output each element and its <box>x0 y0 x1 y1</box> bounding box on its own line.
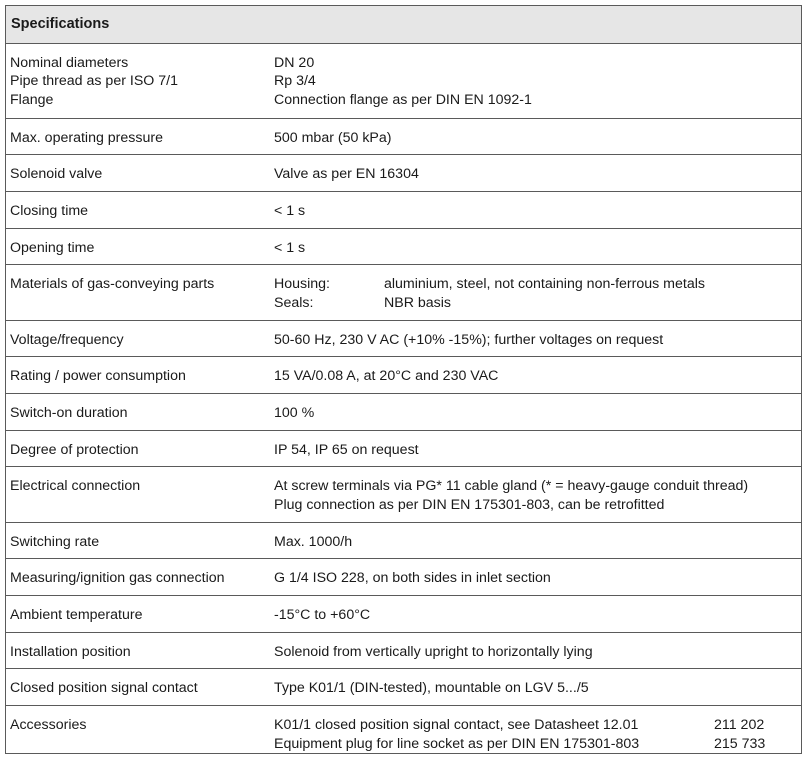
row-value: -15°C to +60°C <box>274 607 371 624</box>
value-line: Plug connection as per DIN EN 175301-803, can be retrofitted <box>274 496 665 513</box>
table-row <box>6 431 801 468</box>
value-line: At screw terminals via PG* 11 cable gland (* = heavy-gauge conduit thread) <box>274 478 749 495</box>
row-label: Closed position signal contact <box>10 680 198 697</box>
row-value: < 1 s <box>274 239 306 256</box>
value-pipe-thread: Rp 3/4 <box>274 73 316 90</box>
row-value: 500 mbar (50 kPa) <box>274 129 392 146</box>
row-value: G 1/4 ISO 228, on both sides in inlet section <box>274 570 551 587</box>
row-label: Switching rate <box>10 533 100 550</box>
row-value <box>274 275 801 319</box>
table-row <box>6 669 801 706</box>
table-row <box>6 321 801 358</box>
row-value: Type K01/1 (DIN-tested), mountable on LGV 5.../5 <box>274 680 589 697</box>
table-row <box>6 192 801 229</box>
table-row <box>6 394 801 431</box>
row-value <box>274 716 801 753</box>
table-row <box>6 596 801 633</box>
label-flange: Flange <box>10 91 54 108</box>
table-row <box>6 633 801 670</box>
accessory-item <box>274 716 801 735</box>
table-row <box>6 706 801 753</box>
accessory-item <box>274 735 801 754</box>
row-value: Solenoid from vertically upright to horizontally lying <box>274 643 593 660</box>
material-value: NBR basis <box>384 294 452 311</box>
label-pipe-thread: Pipe thread as per ISO 7/1 <box>10 73 178 90</box>
row-label: Max. operating pressure <box>10 129 163 146</box>
row-value <box>274 54 801 118</box>
table-row <box>6 523 801 560</box>
row-value: IP 54, IP 65 on request <box>274 441 419 458</box>
material-key: Seals: <box>274 294 314 311</box>
row-label: Measuring/ignition gas connection <box>10 570 225 587</box>
row-label: Rating / power consumption <box>10 368 186 385</box>
accessory-text: Equipment plug for line socket as per DIN EN 175301-803 <box>274 735 640 752</box>
table-row <box>6 155 801 192</box>
value-flange: Connection flange as per DIN EN 1092-1 <box>274 91 532 108</box>
material-value: aluminium, steel, not containing non-ferrous metals <box>384 276 705 293</box>
row-label: Closing time <box>10 203 89 220</box>
row-value: 50-60 Hz, 230 V AC (+10% -15%); further voltages on request <box>274 331 664 348</box>
material-pair <box>274 294 801 313</box>
row-label: Installation position <box>10 643 131 660</box>
accessory-code: 215 733 <box>714 735 766 752</box>
accessory-text: K01/1 closed position signal contact, see Datasheet 12.01 <box>274 717 639 734</box>
row-label: Opening time <box>10 239 95 256</box>
row-value: 100 % <box>274 405 315 422</box>
table-row <box>6 229 801 266</box>
table-row <box>6 119 801 156</box>
row-label: Switch-on duration <box>10 405 128 422</box>
value-nominal-diameter: DN 20 <box>274 54 315 71</box>
row-value: 15 VA/0.08 A, at 20°C and 230 VAC <box>274 368 499 385</box>
accessory-code: 211 202 <box>714 717 765 734</box>
table-title: Specifications <box>6 6 801 44</box>
row-label: Ambient temperature <box>10 607 143 624</box>
table-row <box>6 44 801 119</box>
table-row <box>6 559 801 596</box>
row-value <box>274 477 801 521</box>
row-value: Valve as per EN 16304 <box>274 166 419 183</box>
row-label: Solenoid valve <box>10 166 103 183</box>
row-label: Accessories <box>10 717 87 734</box>
row-label: Voltage/frequency <box>10 331 124 348</box>
label-nominal-diameters: Nominal diameters <box>10 54 129 71</box>
row-label: Materials of gas-conveying parts <box>10 276 215 293</box>
table-row <box>6 467 801 522</box>
row-value: < 1 s <box>274 203 306 220</box>
material-key: Housing: <box>274 276 330 293</box>
table-row <box>6 357 801 394</box>
specifications-table <box>5 5 802 754</box>
row-value: Max. 1000/h <box>274 533 353 550</box>
row-label <box>6 54 274 118</box>
row-label: Electrical connection <box>10 478 141 495</box>
table-row <box>6 265 801 320</box>
row-label: Degree of protection <box>10 441 139 458</box>
material-pair <box>274 275 801 294</box>
